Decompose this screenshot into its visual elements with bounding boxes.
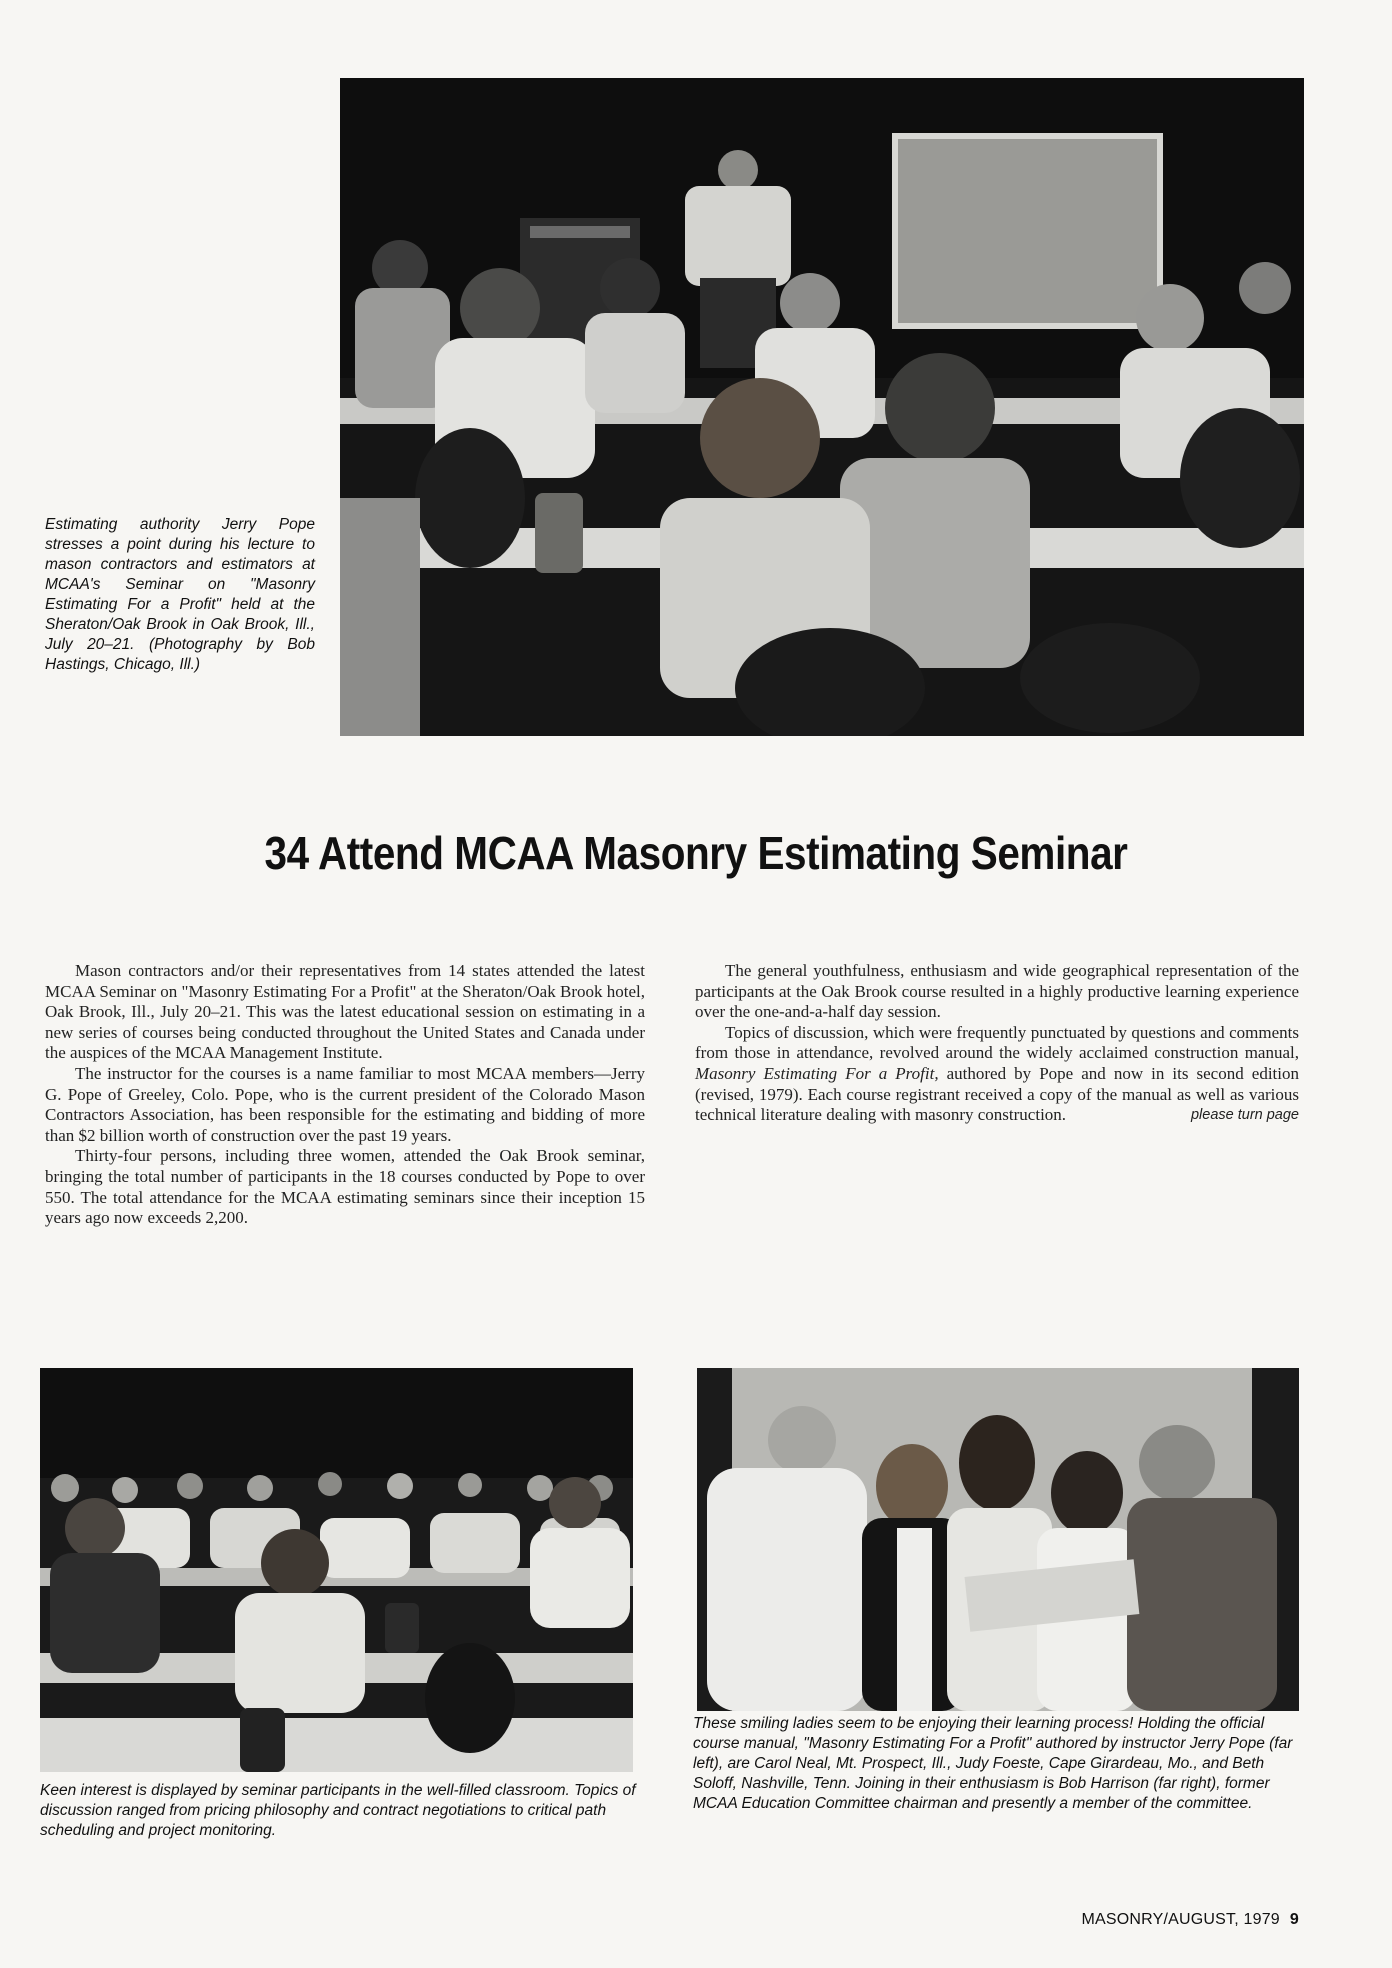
page-number: 9 bbox=[1289, 1911, 1299, 1928]
photo-lecture bbox=[340, 78, 1304, 736]
article-paragraph-4: The general youthfulness, enthusiasm and wide geographical representation of the participants at the Oak Brook course resulted in a highly productive learning experience over the one-and-a-half day session. bbox=[695, 961, 1299, 1022]
article-paragraph-5-start: Topics of discussion, which were frequently punctuated by questions and comments from those in attendance, revolved around the widely acclaimed construction manual, bbox=[695, 1022, 1299, 1063]
article-paragraph-2: The instructor for the courses is a name familiar to most MCAA members—Jerry G. Pope of Greeley, Colo. Pope, who is the current president of the Colorado Mason Contractors Association, has been responsible for the estimating and bidding of more than $2 billion worth of construction over the past 19 years. bbox=[45, 1063, 645, 1145]
article-column-right bbox=[695, 961, 1299, 1126]
caption-top: Estimating authority Jerry Pope stresses a point during his lecture to mason contractors and estimators at MCAA's Seminar on "Masonry Estimating For a Profit" held at the Sheraton/Oak Brook in Oak Brook, Ill., July 20–21. (Photography by Bob Hastings, Chicago, Ill.) bbox=[45, 516, 315, 673]
article-paragraph-1: Mason contractors and/or their representatives from 14 states attended the latest MCAA Seminar on "Masonry Estimating For a Profit" at the Sheraton/Oak Brook hotel, Oak Brook, Ill., July 20–21. This was the latest educational session on estimating in a new series of courses being conducted throughout the United States and Canada under the auspices of the MCAA Management Institute. bbox=[45, 961, 645, 1063]
article-paragraph-3: Thirty-four persons, including three women, attended the Oak Brook seminar, bringing the total number of participants in the 18 courses conducted by Pope to over 550. The total attendance for the MCAA estimating seminars since their inception 15 years ago now exceeds 2,200. bbox=[45, 1146, 645, 1228]
photo-classroom-icon bbox=[40, 1368, 633, 1772]
caption-group: These smiling ladies seem to be enjoying their learning process! Holding the official course manual, "Masonry Estimating For a Profit" authored by instructor Jerry Pope (far left), are Carol Neal, Mt. Prospect, Ill., Judy Foeste, Cape Girardeau, Mo., and Beth Soloff, Nashville, Tenn. Joining in their enthusiasm is Bob Harrison (far right), former MCAA Education Committee chairman and presently a member of the committee. bbox=[693, 1715, 1293, 1812]
manual-title: Masonry Estimating For a Profit, bbox=[695, 1063, 939, 1083]
photo-lecture-icon bbox=[340, 78, 1304, 736]
magazine-issue: MASONRY/AUGUST, 1979 bbox=[1081, 1911, 1280, 1928]
photo-group-icon bbox=[697, 1368, 1299, 1711]
article-paragraph-5 bbox=[695, 1023, 1299, 1126]
article-paragraph-5-end: authored by Pope and now in its second edition (revised, 1979). Each course registrant received a copy of the manual as well as various technical literature dealing with masonry construction. bbox=[695, 1063, 1299, 1125]
photo-classroom bbox=[40, 1368, 633, 1772]
photo-group bbox=[697, 1368, 1299, 1711]
article-column-left bbox=[45, 961, 645, 1229]
page-title: 34 Attend MCAA Masonry Estimating Seminar bbox=[264, 827, 1128, 879]
turn-page-label: please turn page bbox=[1190, 1107, 1299, 1124]
caption-classroom: Keen interest is displayed by seminar participants in the well-filled classroom. Topics of discussion ranged from pricing philosophy and contract negotiations to critical path scheduling and project monitoring. bbox=[40, 1782, 636, 1839]
page-footer bbox=[1081, 1911, 1299, 1929]
